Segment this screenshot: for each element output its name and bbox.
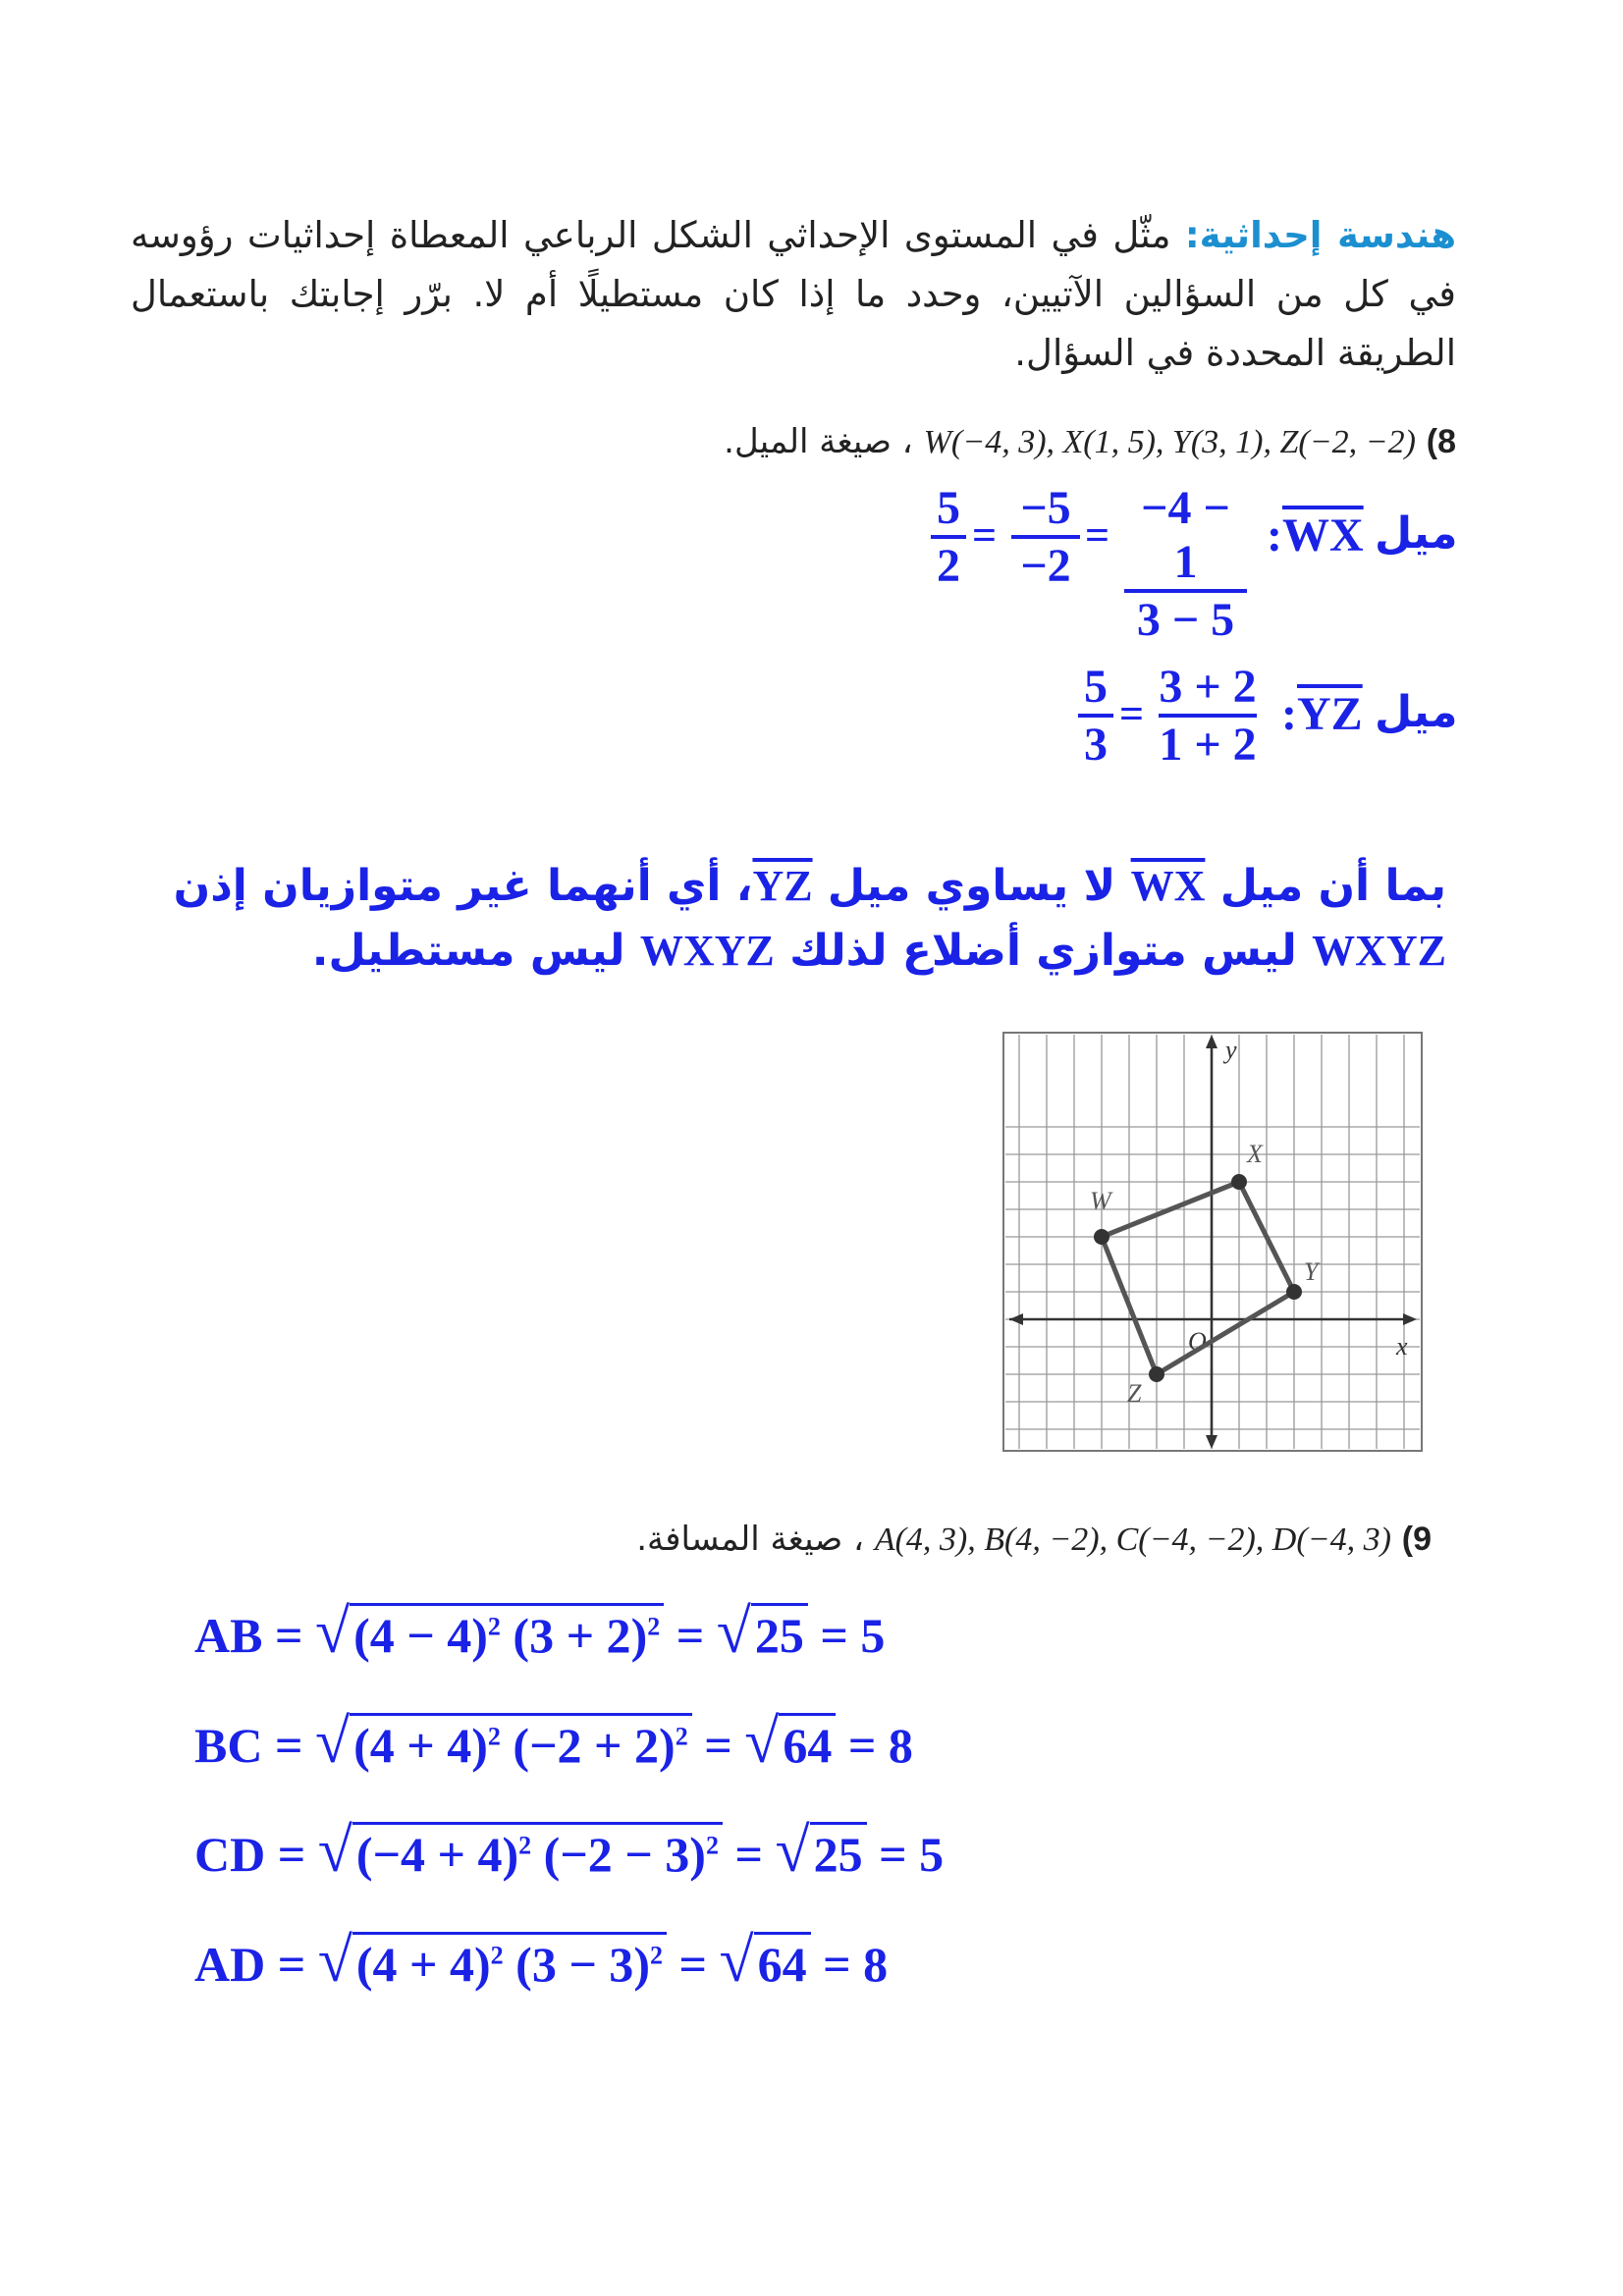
conclusion-part: ليس متوازي أضلاع لذلك xyxy=(789,926,1297,976)
segment-label: BC xyxy=(194,1718,263,1773)
slope-colon-segment: $:\overline{YZ}$ xyxy=(1281,688,1363,740)
sqrt-symbol: √ xyxy=(716,1596,751,1666)
vertex-y xyxy=(1286,1284,1302,1300)
result-value: 8 xyxy=(888,1718,913,1773)
radicand: $(-4 + 4)^2$ $(-2 - 3)^2$ xyxy=(352,1822,723,1884)
sqrt-value: 64 xyxy=(779,1713,836,1775)
segment-label: AB xyxy=(194,1608,263,1663)
question-method: ، صيغة الميل. xyxy=(724,422,913,461)
conclusion-part: ، أي أنهما غير متوازيان إذن xyxy=(173,861,753,911)
conclusion-part: بما أن ميل xyxy=(1219,861,1446,911)
radicand: $(4 - 4)^2$ $(3 + 2)^2$ xyxy=(350,1603,664,1665)
slope-fraction: −5 −2 xyxy=(1011,481,1080,593)
vertex-label-w: W xyxy=(1090,1187,1111,1215)
slope-yz-line xyxy=(0,660,1623,797)
question-9 xyxy=(636,1520,1432,1559)
y-axis-label: y xyxy=(1225,1036,1237,1064)
sqrt-value: 25 xyxy=(751,1603,808,1665)
question-number: 9) xyxy=(1401,1521,1432,1558)
intro-text: مثّل في المستوى الإحداثي الشكل الرباعي المعطاة إحداثيات رؤوسه في كل من السؤالين الآتيين، وحدد ما إذا كان مستطيلًا أم لا. برّر إجابتك باستعمال الطريقة المحددة في السؤال. xyxy=(131,214,1456,374)
question-coordinates: A(4, 3), B(4, −2), C(−4, −2), D(−4, 3) xyxy=(874,1522,1391,1558)
sqrt-symbol: √ xyxy=(317,1815,352,1885)
conclusion-part: ليس مستطيل. xyxy=(311,926,625,976)
slope-fraction: 5 3 xyxy=(1078,660,1113,772)
distance-line: BC = $√(4 + 4)^2$ $(-2 + 2)^2 = √64 = 8$ xyxy=(194,1706,913,1776)
question-method: ، صيغة المسافة. xyxy=(636,1520,864,1559)
term-a: 4 + 4 xyxy=(369,1718,472,1773)
segment-wx: WX xyxy=(1130,862,1206,910)
y-axis-arrow xyxy=(1206,1435,1217,1449)
segment-name: $\overline{YZ}$ xyxy=(1296,688,1363,740)
vertex-z xyxy=(1149,1366,1164,1382)
slope-wx-line xyxy=(0,481,1623,646)
result-value: 8 xyxy=(863,1937,889,1992)
slope-label: ميل xyxy=(1375,687,1458,737)
term-a: 4 − 4 xyxy=(369,1608,472,1663)
conclusion-text xyxy=(170,854,1446,984)
slope-label: ميل xyxy=(1375,508,1458,559)
vertex-w xyxy=(1094,1229,1109,1245)
sqrt-symbol: √ xyxy=(314,1596,351,1666)
sqrt-symbol: √ xyxy=(317,1925,352,1995)
x-axis-arrow xyxy=(1403,1313,1417,1325)
question-coordinates: W(−4, 3), X(1, 5), Y(3, 1), Z(−2, −2) xyxy=(923,424,1416,460)
distance-line: CD = $√(-4 + 4)^2$ $(-2 - 3)^2 = √25 = 5$ xyxy=(194,1815,945,1885)
quad-name: WXYZ xyxy=(639,927,775,975)
sqrt-symbol: √ xyxy=(775,1815,810,1885)
equals-sign: = xyxy=(1085,511,1110,560)
coordinate-graph xyxy=(1001,1031,1424,1453)
conclusion-part: لا يساوي ميل xyxy=(827,861,1116,911)
radicand: $(4 + 4)^2$ $(-2 + 2)^2$ xyxy=(350,1713,692,1775)
segment-name: $\overline{WX}$ xyxy=(1281,509,1364,561)
term-b: −2 − 3 xyxy=(560,1827,690,1882)
problem-intro xyxy=(131,206,1456,383)
segment-yz: YZ xyxy=(752,862,813,910)
y-axis-arrow xyxy=(1206,1035,1217,1048)
segment-label: CD xyxy=(194,1827,266,1882)
sqrt-symbol: √ xyxy=(314,1706,351,1776)
axes xyxy=(1009,1039,1414,1445)
distance-line: AB = $√(4 - 4)^2$ $(3 + 2)^2 = √25 = 5$ xyxy=(194,1596,886,1666)
term-a: −4 + 4 xyxy=(372,1827,503,1882)
vertex-x xyxy=(1231,1174,1247,1190)
question-number: 8) xyxy=(1426,423,1456,460)
term-b: 3 + 2 xyxy=(529,1608,631,1663)
vertex-label-y: Y xyxy=(1304,1257,1319,1286)
slope-colon-segment: $:\overline{WX}$ xyxy=(1267,509,1364,561)
question-8 xyxy=(724,422,1456,461)
x-axis-arrow xyxy=(1009,1313,1023,1325)
sqrt-value: 64 xyxy=(754,1932,811,1994)
slope-fraction: 5 2 xyxy=(931,481,966,593)
origin-label: O xyxy=(1188,1327,1207,1356)
distance-line: AD = $√(4 + 4)^2$ $(3 - 3)^2 = √64 = 8$ xyxy=(194,1925,889,1995)
slope-fraction: 3 + 2 1 + 2 xyxy=(1159,661,1257,771)
term-a: 4 + 4 xyxy=(372,1937,474,1992)
equals-sign: = xyxy=(1119,690,1145,738)
vertex-label-z: Z xyxy=(1127,1379,1142,1408)
x-axis-label: x xyxy=(1396,1332,1408,1361)
result-value: 5 xyxy=(860,1608,886,1663)
result-value: 5 xyxy=(919,1827,945,1882)
vertex-label-x: X xyxy=(1247,1140,1263,1168)
sqrt-symbol: √ xyxy=(719,1925,754,1995)
radicand: $(4 + 4)^2$ $(3 - 3)^2$ xyxy=(352,1932,667,1994)
sqrt-symbol: √ xyxy=(744,1706,780,1776)
segment-label: AD xyxy=(194,1937,266,1992)
equals-sign: = xyxy=(972,511,998,560)
slope-fraction: −4 − 1 3 − 5 xyxy=(1124,481,1247,647)
quad-name: WXYZ xyxy=(1312,927,1446,975)
topic-label: هندسة إحداثية: xyxy=(1184,214,1456,256)
term-b: 3 − 3 xyxy=(531,1937,634,1992)
sqrt-value: 25 xyxy=(810,1822,867,1884)
term-b: −2 + 2 xyxy=(529,1718,660,1773)
